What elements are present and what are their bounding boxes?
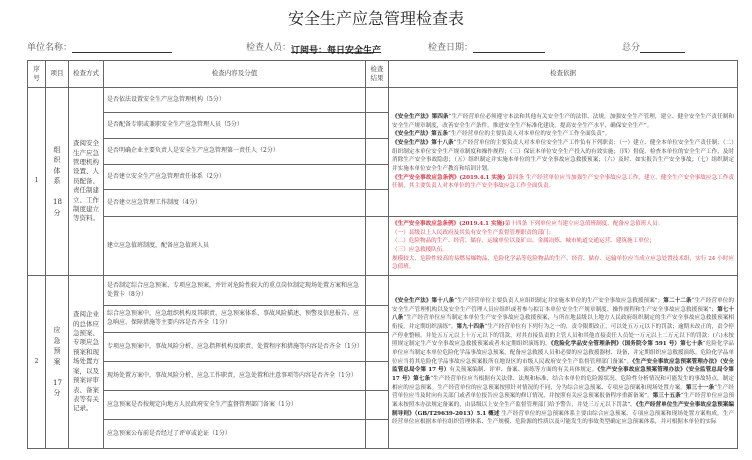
result-cell[interactable]: [366, 88, 389, 113]
basis-text: （一）县级以上人民政府及其负有安全生产监督管理职责的部门；: [392, 229, 555, 236]
inspector-field[interactable]: 检查人员：订阅号：每日安全生产: [246, 43, 382, 56]
table-row: [28, 276, 738, 306]
inspection-method: 查阅企业的总体应急预案、专项应急预案和现场处置方案，以及预案评审表、备案表等有关记录。: [69, 276, 104, 449]
basis-text: 第九十四条: [456, 324, 485, 331]
result-cell[interactable]: [366, 139, 389, 165]
inspection-item: 是否配备专职或兼职安全生产应急管理人员（5分）: [104, 113, 366, 139]
header-content: 检查内容及分值: [104, 61, 366, 88]
basis-text: 规模较大、危险性较高的易燃易爆物品、危险化学品等危险物品的生产、经营、储存、运输单位应当成立应急处置技术组，实行 24 小时应急值班。: [392, 255, 734, 271]
basis-text: “生产经营单位的安全生产管理机构以及安全生产管理人员应组织或者参与拟订本单位安全生产规章制度、操作规程和生产安全事故应急救援预案”；: [392, 298, 734, 313]
date-field[interactable]: 检查日期：: [428, 40, 545, 53]
basis-text: “生产经营单位应当根据有关法律、法规和标准，结合本单位的危险源状况、危险性分析情况和可能发生的事故特点，制定相应的应急预案。生产经营单位的应急预案按照针对情况的不同，分为综合应急预案、专项应急预案和现场处置方案。: [392, 375, 734, 391]
basis-text: 《安全生产法》第五条: [392, 131, 448, 138]
basis-text: 生产经营单位的应急预案体系主要由综合应急预案、专项应急预案和现场处置方案构成。生产经营单位应根据本单位组织管理体系、生产规模、危险源的性质以及可能发生的事故类型确定应急预案体系，并可根据本单位的实际: [392, 410, 734, 426]
basis-text: 第二十二条: [663, 298, 692, 305]
table-row: [28, 217, 738, 276]
result-cell[interactable]: [366, 113, 389, 139]
basis-text: 第三十一条: [685, 384, 715, 391]
inspection-item: 应急预案公布前是否经过了评审或论证（1分）: [104, 420, 366, 449]
basis-text: （三）应急救援队伍。: [392, 247, 448, 253]
result-cell[interactable]: [366, 217, 389, 276]
inspection-item: 是否制定综合应急预案、专项应急预案，并针对危险性较大的重点岗位制定现场处置方案和应急处置卡（8分）: [104, 276, 366, 306]
basis-text: “生产经营单位主要负责人应组织制定并实施本单位的生产安全事故应急救援预案”；: [454, 298, 664, 305]
header-item: 项目: [46, 61, 69, 88]
basis-text: “生产经营单位应当制定本单位生产安全事故应急救援预案，与所在地县级以上地方人民政府组织制定的生产安全事故应急救援预案相衔接，并定期组织演练”。: [392, 315, 734, 331]
basis-text: 第四条 生产经营单位应当加强生产安全事故应急工作，建立、健全生产安全事故应急工作责任制，其主要负责人对本单位的生产安全事故应急工作全面负责。: [392, 174, 734, 190]
basis-text: 《危险化学品安全管理条例》（国务院令第 591 号）第七十条: [550, 341, 703, 348]
inspection-item: 是否建立安全生产应急管理责任体系（2分）: [104, 165, 366, 190]
basis-text: 《安全生产法》第十八条: [392, 140, 454, 147]
basis-text: 第十四条 下列单位应当建立应急值班制度，配备应急值班人员：: [504, 221, 664, 228]
result-cell[interactable]: [366, 306, 389, 333]
inspection-item: 应急预案是否按规定向地方人民政府安全生产监督管理部门备案（1分）: [104, 391, 366, 420]
basis-text: 《安全生产法》第四条: [392, 114, 449, 121]
basis-text: 有关预案编制、评审、备案、演练等方面的有关具体规定。: [449, 367, 598, 374]
basis-text: “危险化学品单位应当制定本单位危险化学品事故应急预案，配备应急救援人员和必要的应急救援器材、设备，并定期组织应急救援演练。危险化学品单位应当将其危险化学品事故应急预案报所在地设区的市级人民政府安全生产监督管理部门备案”。: [392, 341, 734, 365]
inspection-item: 专项应急预案中，事故风险分析、应急指挥机构及职责、处置程序和措施等内容是否齐全（1分）: [104, 333, 366, 362]
header-row: [28, 61, 738, 88]
inspection-basis: [389, 217, 738, 276]
basis-text: 《生产安全事故应急预案管理办法》（安全监管总局令第 17 号）第七条: [392, 367, 734, 382]
basis-text: “生产经营单位有下列行为之一的，责令限期改正，可以处五万元以下的罚款；逾期未改正的，责令停产停业整顿，并处五万元以上十万元以下的罚款，对其直接负责的主管人员和其他直接责任人员处一万元以上二万元以下的罚款：(六)未按照规定制定生产安全事故应急救援预案或者未定期组织演练的。: [392, 324, 734, 348]
result-cell[interactable]: [366, 165, 389, 190]
inspection-table: [27, 60, 738, 449]
basis-text: 《生产经营单位生产安全事故应急预案编制导则》（GB/T29639-2013）5.1 概述: [392, 401, 734, 417]
basis-text: “生产经营单位应当及时向有关部门或者单位报告应急预案的修订情况，并按照有关应急预案报备程序重新备案”。: [392, 384, 734, 400]
inspection-item: 是否依法设置安全生产应急管理机构（5分）: [104, 88, 366, 113]
unit-name-field[interactable]: 单位名称：: [27, 40, 172, 53]
header-method: 检查方式: [69, 61, 104, 88]
result-cell[interactable]: [366, 333, 389, 362]
basis-text: （二）危险物品的生产、经营、储存、运输单位以及矿山、金属冶炼、城市轨道交通运营、建筑施工单位；: [392, 238, 655, 245]
section-item: 组织体系 18分: [46, 88, 69, 276]
basis-text: 《生产安全事故应急条例》(2019.4.1 实施): [392, 174, 506, 181]
inspection-basis: [389, 88, 738, 217]
inspection-item: 是否建立应急管理工作制度（4分）: [104, 190, 366, 217]
basis-text: “生产经营单位应急预案未按照本办法规定备案的，由县级以上安全生产监督管理部门给予警告，并处三万元以下罚款”。: [392, 393, 734, 408]
inspection-item: 是否明确企业主要负责人是安全生产应急管理第一责任人（2分）: [104, 139, 366, 165]
table-row: [28, 88, 738, 113]
section-number: 2: [28, 276, 46, 449]
page-title: 安全生产应急管理检查表: [287, 9, 464, 28]
section-number: 1: [28, 88, 46, 276]
result-cell[interactable]: [366, 190, 389, 217]
basis-text: 《生产安全事故应急条例》(2019.4.1 实施): [392, 221, 505, 228]
inspection-item: 现场处置方案中，事故风险分析、应急工作职责、应急处置和注意事项等内容是否齐全（1分）: [104, 362, 366, 391]
header-no: 序号: [28, 61, 46, 88]
inspection-item: 综合应急预案中，应急组织机构及其职责、应急预案体系、事故风险描述、预警及信息报告、应急响应、保障措施等主要内容是否齐全（1分）: [104, 306, 366, 333]
inspection-item: 建立应急值班制度，配备应急值班人员: [104, 217, 366, 276]
total-score-field[interactable]: 总分: [622, 40, 685, 53]
header-result: 检查结果: [366, 61, 389, 88]
section-item: 应急预案 17分: [46, 276, 69, 449]
result-cell[interactable]: [366, 362, 389, 391]
inspection-method: 查阅安全生产应急管理机构设置、人员配备、责任制建立、工作制度建立等资料。: [69, 88, 104, 276]
basis-text: “生产经营单位的主要负责人对本单位的安全生产工作全面负责”。: [447, 131, 611, 138]
basis-text: 第七十八条: [392, 306, 734, 322]
inspection-basis: [389, 276, 738, 449]
basis-text: “生产经营单位必须遵守本法和其他有关安全生产的法律、法规，加强安全生产管理，建立、健全安全生产责任制和安全生产规章制度，改善安全生产条件，推进安全生产标准化建设，提高安全生产水平，确保安全生产”。: [392, 114, 734, 129]
basis-text: 《生产安全事故应急预案管理办法》（安全监管总局令第 17 号）: [392, 358, 734, 374]
basis-text: 第三十五条: [652, 393, 681, 400]
basis-text: “生产经营单位的主要负责人对本单位安全生产工作负有下列职责：（一）建立、健全本单位安全生产责任制；（二）组织制定本单位安全生产规章制度和操作规程；（三）保证本单位安全生产投入的有效实施；（四）督促、检查本单位的安全生产工作，及时消除生产安全事故隐患；（五）组织制定并实施本单位的生产安全事故应急救援预案；（六）及时、如实报告生产安全事故；（七）组织制定并实施本单位安全生产教育和培训计划。: [392, 140, 734, 172]
basis-text: 《安全生产法》第十八条: [392, 298, 455, 305]
result-cell[interactable]: [366, 391, 389, 420]
header-basis: 检查依据: [389, 61, 738, 88]
result-cell[interactable]: [366, 420, 389, 449]
result-cell[interactable]: [366, 276, 389, 306]
